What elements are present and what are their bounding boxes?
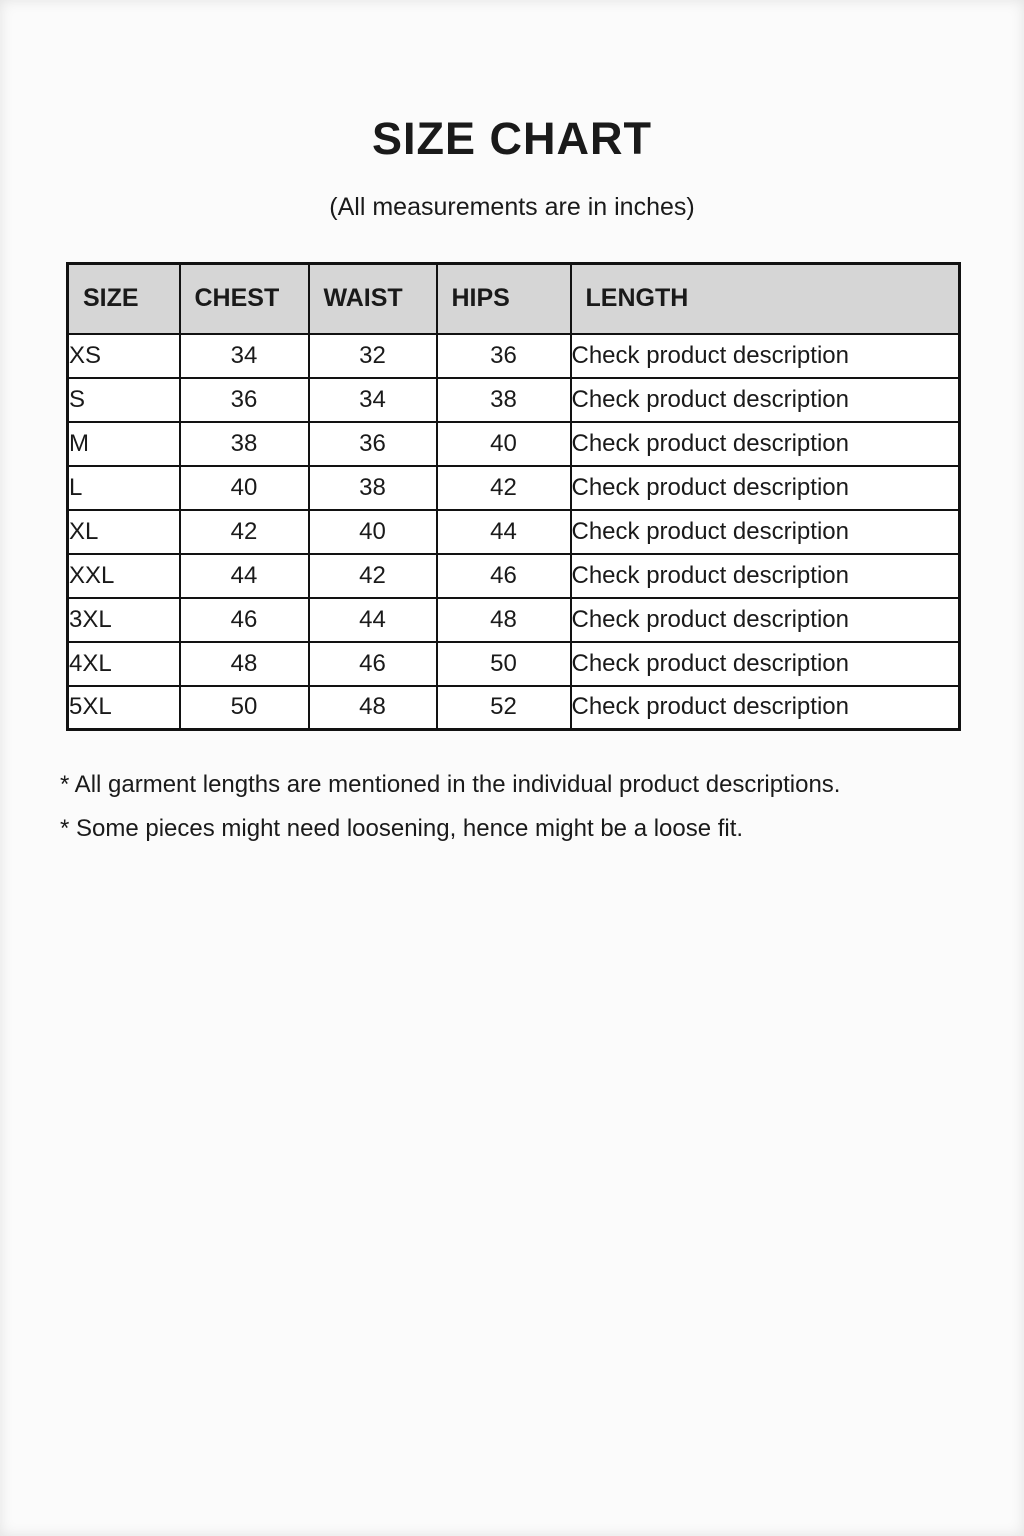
table-row [68, 510, 960, 554]
waist-cell: 38 [309, 466, 437, 510]
column-header-chest: CHEST [180, 264, 309, 334]
hips-cell: 50 [437, 642, 571, 686]
length-cell: Check product description [571, 598, 960, 642]
size-cell: M [68, 422, 180, 466]
size-cell: XS [68, 334, 180, 378]
table-row [68, 378, 960, 422]
chest-cell: 48 [180, 642, 309, 686]
column-header-hips: HIPS [437, 264, 571, 334]
length-cell: Check product description [571, 642, 960, 686]
footnote-garment-lengths: * All garment lengths are mentioned in the individual product descriptions. [60, 771, 841, 798]
length-cell: Check product description [571, 554, 960, 598]
waist-cell: 40 [309, 510, 437, 554]
length-cell: Check product description [571, 334, 960, 378]
table-row [68, 334, 960, 378]
size-chart-table [66, 262, 961, 731]
waist-cell: 44 [309, 598, 437, 642]
hips-cell: 36 [437, 334, 571, 378]
chest-cell: 42 [180, 510, 309, 554]
size-cell: S [68, 378, 180, 422]
table-row [68, 686, 960, 730]
size-cell: 3XL [68, 598, 180, 642]
chest-cell: 40 [180, 466, 309, 510]
size-cell: XXL [68, 554, 180, 598]
page-title: SIZE CHART [372, 113, 652, 164]
chest-cell: 50 [180, 686, 309, 730]
table-header-row [68, 264, 960, 334]
waist-cell: 42 [309, 554, 437, 598]
waist-cell: 32 [309, 334, 437, 378]
waist-cell: 48 [309, 686, 437, 730]
table-row [68, 466, 960, 510]
length-cell: Check product description [571, 686, 960, 730]
hips-cell: 46 [437, 554, 571, 598]
hips-cell: 42 [437, 466, 571, 510]
length-cell: Check product description [571, 378, 960, 422]
chest-cell: 46 [180, 598, 309, 642]
column-header-length: LENGTH [571, 264, 960, 334]
size-cell: XL [68, 510, 180, 554]
chest-cell: 44 [180, 554, 309, 598]
length-cell: Check product description [571, 466, 960, 510]
table-row [68, 422, 960, 466]
size-cell: 5XL [68, 686, 180, 730]
footnote-loose-fit: * Some pieces might need loosening, hence might be a loose fit. [60, 815, 744, 842]
chest-cell: 34 [180, 334, 309, 378]
waist-cell: 34 [309, 378, 437, 422]
column-header-waist: WAIST [309, 264, 437, 334]
hips-cell: 48 [437, 598, 571, 642]
hips-cell: 38 [437, 378, 571, 422]
size-table-body [68, 334, 960, 730]
size-cell: 4XL [68, 642, 180, 686]
chest-cell: 36 [180, 378, 309, 422]
waist-cell: 36 [309, 422, 437, 466]
size-cell: L [68, 466, 180, 510]
page-subtitle: (All measurements are in inches) [329, 193, 695, 221]
footnotes [60, 771, 1024, 843]
table-row [68, 554, 960, 598]
length-cell: Check product description [571, 422, 960, 466]
table-row [68, 642, 960, 686]
length-cell: Check product description [571, 510, 960, 554]
hips-cell: 40 [437, 422, 571, 466]
chest-cell: 38 [180, 422, 309, 466]
hips-cell: 52 [437, 686, 571, 730]
column-header-size: SIZE [68, 264, 180, 334]
waist-cell: 46 [309, 642, 437, 686]
hips-cell: 44 [437, 510, 571, 554]
table-row [68, 598, 960, 642]
